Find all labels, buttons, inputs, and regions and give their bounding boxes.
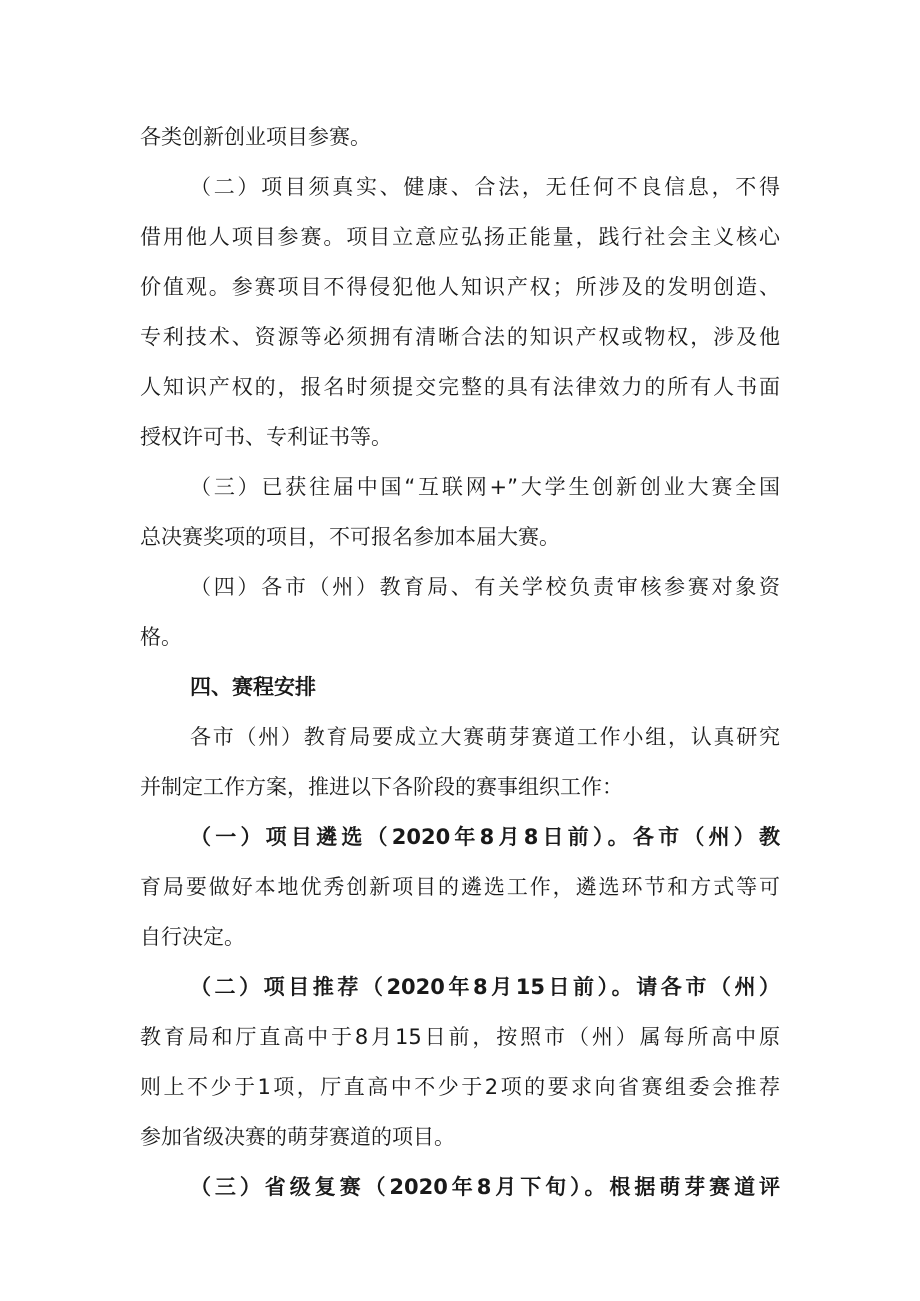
body-text-line: 价值观。参赛项目不得侵犯他人知识产权；所涉及的发明创造、 — [140, 275, 780, 299]
body-text-line: 人知识产权的，报名时须提交完整的具有法律效力的所有人书面 — [140, 375, 780, 399]
body-text-line: 授权许可书、专利证书等。 — [140, 425, 392, 449]
body-text-line: 则上不少于1项，厅直高中不少于2项的要求向省赛组委会推荐 — [140, 1075, 780, 1099]
body-text-line: 并制定工作方案，推进以下各阶段的赛事组织工作： — [140, 775, 623, 799]
paragraph-first-line: 各市（州）教育局要成立大赛萌芽赛道工作小组，认真研究 — [190, 725, 780, 749]
body-text-line: 各类创新创业项目参赛。 — [140, 125, 371, 149]
body-text-line: 格。 — [140, 625, 182, 649]
body-text-line: 教育局和厅直高中于8月15日前，按照市（州）属每所高中原 — [140, 1025, 780, 1049]
body-text-line: 总决赛奖项的项目，不可报名参加本届大赛。 — [140, 525, 560, 549]
paragraph-first-line: （三）已获往届中国“互联网+”大学生创新创业大赛全国 — [190, 475, 780, 499]
body-text-line: 育局要做好本地优秀创新项目的遴选工作，遴选环节和方式等可 — [140, 875, 780, 899]
subheading-line: （二）项目推荐（2020年8月15日前）。请各市（州） — [190, 975, 780, 999]
subheading-line: （三）省级复赛（2020年8月下旬）。根据萌芽赛道评 — [190, 1175, 780, 1199]
body-text-line: 自行决定。 — [140, 925, 245, 949]
body-text-line: 借用他人项目参赛。项目立意应弘扬正能量，践行社会主义核心 — [140, 225, 780, 249]
section-heading: 四、赛程安排 — [190, 675, 316, 699]
paragraph-first-line: （四）各市（州）教育局、有关学校负责审核参赛对象资 — [190, 575, 780, 599]
subheading-line: （一）项目遴选（2020年8月8日前）。各市（州）教 — [190, 825, 780, 849]
paragraph-first-line: （二）项目须真实、健康、合法，无任何不良信息，不得 — [190, 175, 780, 199]
body-text-line: 参加省级决赛的萌芽赛道的项目。 — [140, 1125, 455, 1149]
body-text-line: 专利技术、资源等必须拥有清晰合法的知识产权或物权，涉及他 — [140, 325, 780, 349]
